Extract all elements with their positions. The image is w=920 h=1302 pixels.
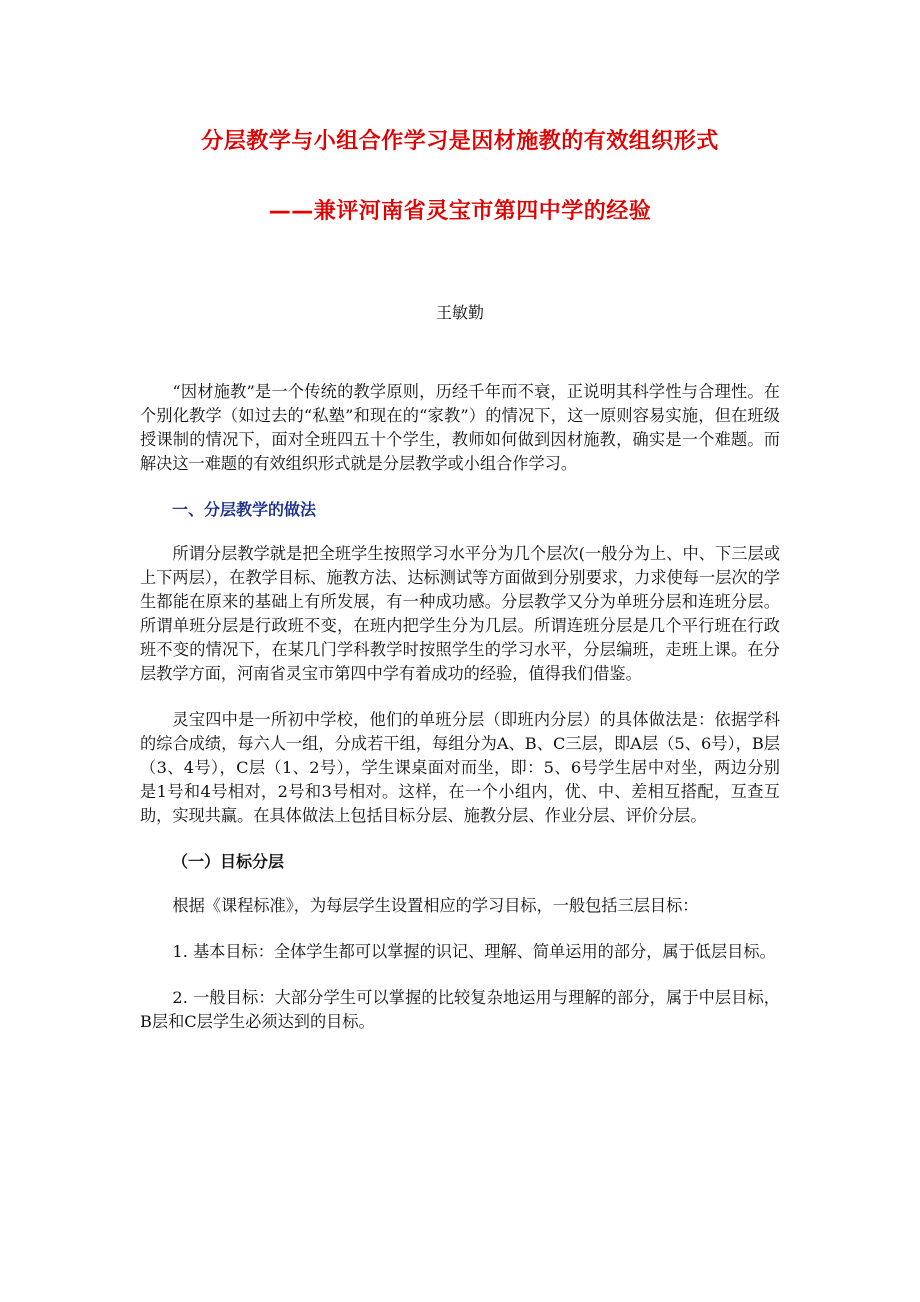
subsection1-paragraph: 根据《课程标准》，为每层学生设置相应的学习目标，一般包括三层目标： [172, 896, 699, 915]
document-body [140, 380, 780, 1056]
goal-item-general: 2. 一般目标：大部分学生可以掌握的比较复杂地运用与理解的部分，属于中层目标，B层和C层学生必须达到的目标。 [140, 988, 780, 1031]
goal-item-basic: 1. 基本目标：全体学生都可以掌握的识记、理解、简单运用的部分，属于低层目标。 [172, 942, 776, 961]
subsection-heading-goal-layering: （一）目标分层 [172, 852, 285, 871]
author-name: 王敏勤 [435, 303, 484, 322]
section1-paragraph-1: 所谓分层教学就是把全班学生按照学习水平分为几个层次(一般分为上、中、下三层或上下两层），在教学目标、施教方法、达标测试等方面做到分别要求，力求使每一层次的学生都能在原来的基础上有所发展，有一种成功感。分层教学又分为单班分层和连班分层。所谓单班分层是行政班不变，在班内把学生分为几层。所谓连班分层是几个平行班在行政班不变的情况下，在某几门学科教学时按照学生的学习水平，分层编班，走班上课。在分层教学方面，河南省灵宝市第四中学有着成功的经验，值得我们借鉴。 [140, 544, 780, 683]
intro-paragraph: “因材施教”是一个传统的教学原则，历经千年而不衰，正说明其科学性与合理性。在个别化教学（如过去的“私塾”和现在的“家教”）的情况下，这一原则容易实施，但在班级授课制的情况下，面对全班四五十个学生，教师如何做到因材施教，确实是一个难题。而解决这一难题的有效组织形式就是分层教学或小组合作学习。 [140, 382, 780, 473]
section-heading-layered-teaching: 一、分层教学的做法 [172, 500, 317, 519]
section1-paragraph-2: 灵宝四中是一所初中学校，他们的单班分层（即班内分层）的具体做法是：依据学科的综合成绩，每六人一组，分成若干组，每组分为A、B、C三层，即A层（5、6号），B层（3、4号），C层（1、2号），学生课桌面对而坐，即：5、6号学生居中对坐，两边分别是1号和4号相对，2号和3号相对。这样，在一个小组内，优、中、差相互搭配，互查互助，实现共赢。在具体做法上包括目标分层、施教分层、作业分层、评价分层。 [140, 710, 780, 825]
document-title: 分层教学与小组合作学习是因材施教的有效组织形式 [201, 129, 719, 154]
document-subtitle: ——兼评河南省灵宝市第四中学的经验 [268, 199, 652, 224]
